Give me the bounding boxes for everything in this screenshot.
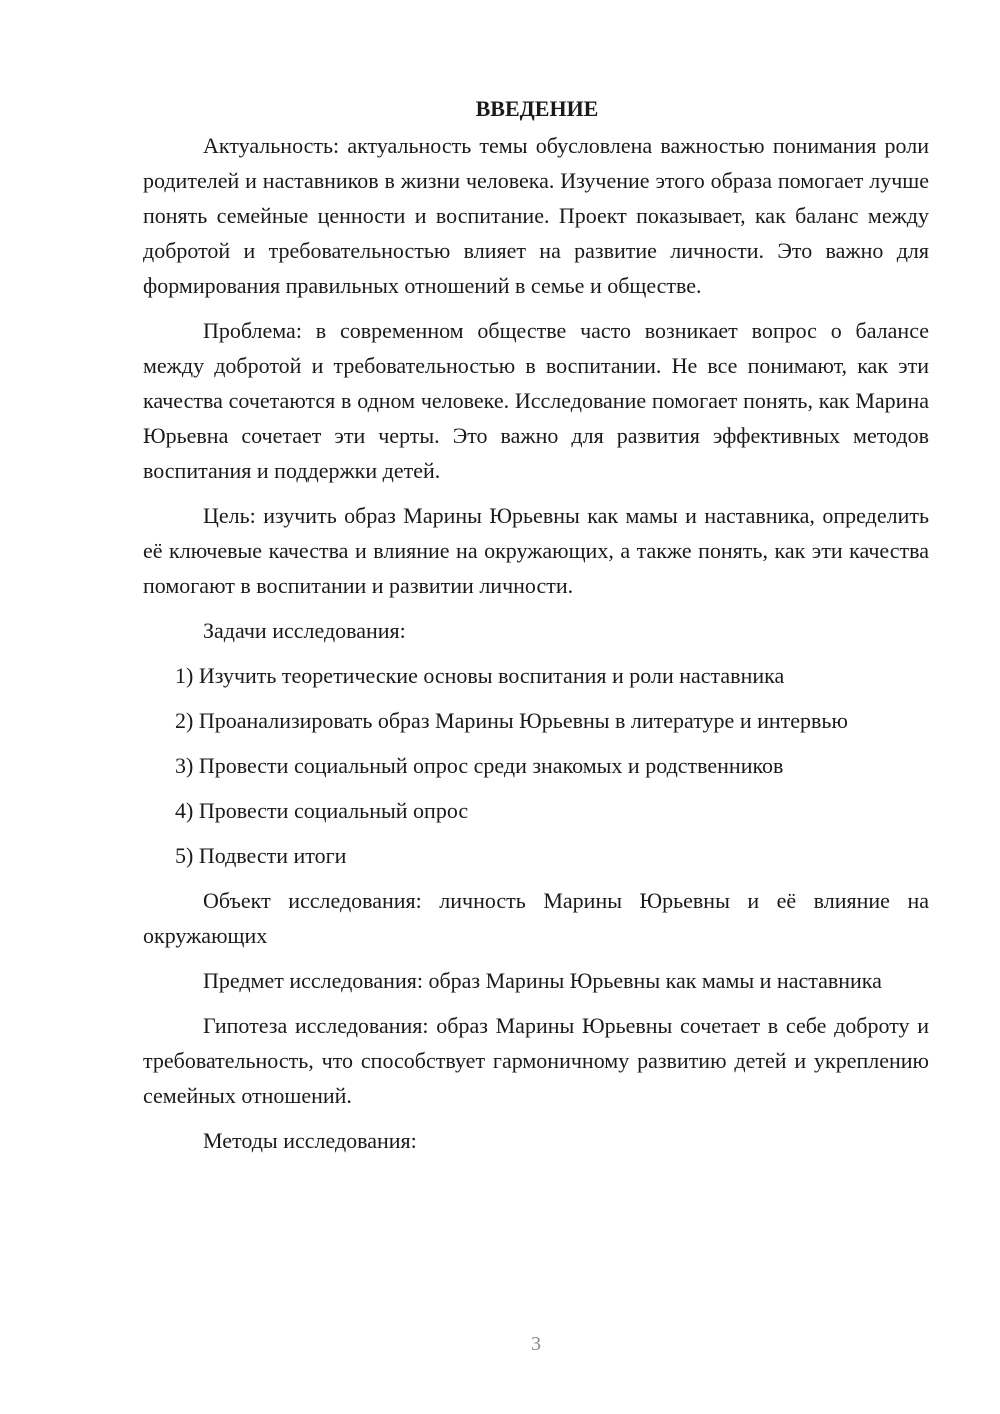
task-item-3: 3) Провести социальный опрос среди знакомых и родственников <box>175 753 784 778</box>
problem-paragraph: Проблема: в современном обществе часто возникает вопрос о балансе между добротой и требовательностью в воспитании. Не все понимают, как эти качества сочетаются в одном человеке. Исследование помогает понять, как Марина Юрьевна сочетает эти черты. Это важно для развития эффективных методов воспитания и поддержки детей. <box>143 318 929 483</box>
subject-paragraph: Предмет исследования: образ Марины Юрьевны как мамы и наставника <box>203 968 882 993</box>
tasks-heading: Задачи исследования: <box>203 618 406 643</box>
object-paragraph: Объект исследования: личность Марины Юрьевны и её влияние на окружающих <box>143 888 929 948</box>
task-item-1: 1) Изучить теоретические основы воспитания и роли наставника <box>175 663 785 688</box>
methods-heading: Методы исследования: <box>203 1128 417 1153</box>
task-item-2: 2) Проанализировать образ Марины Юрьевны в литературе и интервью <box>175 708 848 733</box>
goal-paragraph: Цель: изучить образ Марины Юрьевны как мамы и наставника, определить её ключевые качества и влияние на окружающих, а также понять, как эти качества помогают в воспитании и развитии личности. <box>143 503 929 598</box>
task-item-4: 4) Провести социальный опрос <box>175 798 469 823</box>
document-page <box>143 92 929 1168</box>
page-title: ВВЕДЕНИЕ <box>475 96 599 121</box>
relevance-paragraph: Актуальность: актуальность темы обусловлена важностью понимания роли родителей и наставников в жизни человека. Изучение этого образа помогает лучше понять семейные ценности и воспитание. Проект показывает, как баланс между добротой и требовательностью влияет на развитие личности. Это важно для формирования правильных отношений в семье и обществе. <box>143 133 929 298</box>
hypothesis-paragraph: Гипотеза исследования: образ Марины Юрьевны сочетает в себе доброту и требовательность, что способствует гармоничному развитию детей и укреплению семейных отношений. <box>143 1013 929 1108</box>
task-item-5: 5) Подвести итоги <box>175 843 347 868</box>
page-number: 3 <box>531 1333 541 1355</box>
